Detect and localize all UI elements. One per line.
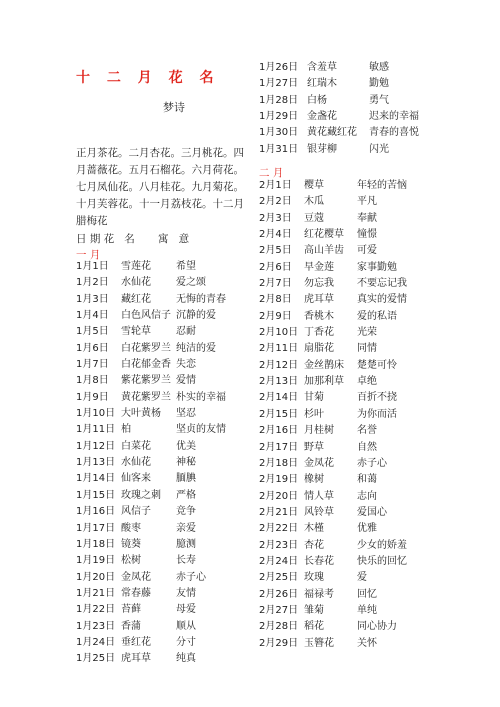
meaning-text: 和蔼 bbox=[357, 474, 377, 486]
list-item bbox=[76, 406, 248, 422]
flower-name: 勿忘我 bbox=[304, 278, 334, 290]
flower-name: 白花紫罗兰 bbox=[121, 342, 171, 354]
meaning-text: 爱 bbox=[357, 572, 367, 584]
meaning-text: 闪光 bbox=[369, 143, 389, 155]
list-item bbox=[259, 603, 454, 619]
flower-name: 玉簪花 bbox=[304, 637, 334, 649]
flower-name: 情人草 bbox=[304, 490, 334, 502]
list-item bbox=[259, 636, 454, 652]
flower-name: 香蒲 bbox=[121, 620, 141, 632]
list-item bbox=[259, 60, 454, 76]
flower-name: 橡树 bbox=[304, 474, 324, 486]
flower-name: 紫花紫罗兰 bbox=[121, 375, 171, 387]
flower-name: 酸枣 bbox=[121, 522, 141, 534]
meaning-text: 亲爱 bbox=[176, 522, 196, 534]
flower-name: 黄花紫罗兰 bbox=[121, 391, 171, 403]
date-text: 2月23日 bbox=[259, 539, 299, 551]
flower-name: 月桂树 bbox=[304, 425, 334, 437]
date-text: 1月12日 bbox=[76, 440, 116, 452]
meaning-text: 友情 bbox=[176, 587, 196, 599]
list-item bbox=[259, 243, 454, 259]
intro-line: 正月茶花。二月杏花。三月桃花。四 bbox=[76, 147, 244, 159]
meaning-text: 同情 bbox=[357, 343, 377, 355]
list-item bbox=[76, 553, 248, 569]
list-item bbox=[76, 504, 248, 520]
meaning-text: 名誉 bbox=[357, 425, 377, 437]
flower-name: 常春藤 bbox=[121, 587, 151, 599]
flower-name: 玫瑰之刺 bbox=[121, 489, 161, 501]
flower-name: 豆蔻 bbox=[304, 212, 324, 224]
date-text: 1月18日 bbox=[76, 538, 116, 550]
meaning-text: 沉静的爱 bbox=[176, 310, 216, 322]
date-text: 2月22日 bbox=[259, 523, 299, 535]
meaning-text: 为你而活 bbox=[357, 408, 397, 420]
list-item bbox=[259, 142, 454, 158]
meaning-text: 勇气 bbox=[369, 94, 389, 106]
list-item bbox=[76, 635, 248, 651]
list-item bbox=[259, 472, 454, 488]
flower-name: 樱草 bbox=[304, 180, 324, 191]
date-text: 1月19日 bbox=[76, 555, 116, 567]
meaning-text: 奉献 bbox=[357, 212, 377, 224]
meaning-text: 坚忍 bbox=[176, 408, 196, 420]
date-text: 1月11日 bbox=[76, 424, 116, 436]
meaning-text: 分寸 bbox=[176, 636, 196, 648]
date-text: 2月27日 bbox=[259, 604, 299, 616]
list-item bbox=[76, 537, 248, 553]
date-text: 2月18日 bbox=[259, 457, 299, 469]
flower-name: 金凤花 bbox=[121, 571, 151, 583]
flower-name: 风信子 bbox=[121, 506, 151, 518]
date-text: 1月15日 bbox=[76, 489, 116, 501]
list-item bbox=[76, 570, 248, 586]
meaning-text: 关怀 bbox=[357, 637, 377, 649]
meaning-text: 竞争 bbox=[176, 506, 196, 518]
meaning-text: 朴实的幸福 bbox=[176, 391, 226, 403]
list-item bbox=[259, 554, 454, 570]
february-list bbox=[259, 178, 454, 652]
date-text: 1月4日 bbox=[76, 310, 109, 322]
flower-name: 白菜花 bbox=[121, 440, 151, 452]
meaning-text: 神秘 bbox=[176, 457, 196, 469]
list-item bbox=[76, 373, 248, 389]
list-item bbox=[259, 93, 454, 109]
flower-name: 玫瑰 bbox=[304, 572, 324, 584]
meaning-text: 腼腆 bbox=[176, 473, 196, 485]
meaning-text: 百折不挠 bbox=[357, 392, 397, 404]
meaning-text: 卓绝 bbox=[357, 376, 377, 388]
date-text: 1月2日 bbox=[76, 277, 109, 289]
meaning-text: 失恋 bbox=[176, 359, 196, 371]
meaning-text: 志向 bbox=[357, 490, 377, 502]
list-item bbox=[76, 324, 248, 340]
column-header: 日 期 花 名 寓 意 bbox=[76, 233, 190, 245]
meaning-text: 严格 bbox=[176, 489, 196, 501]
date-text: 1月13日 bbox=[76, 457, 116, 469]
list-item bbox=[76, 275, 248, 291]
flower-name: 雪莲花 bbox=[121, 261, 151, 272]
meaning-text: 快乐的回忆 bbox=[357, 555, 407, 567]
list-item bbox=[76, 308, 248, 324]
date-text: 2月28日 bbox=[259, 621, 299, 633]
date-text: 1月23日 bbox=[76, 620, 116, 632]
date-text: 2月10日 bbox=[259, 327, 299, 339]
meaning-text: 光荣 bbox=[357, 327, 377, 339]
date-text: 2月9日 bbox=[259, 310, 292, 322]
date-text: 2月19日 bbox=[259, 474, 299, 486]
intro-line: 十月芙蓉花。十一月荔枝花。十二月 bbox=[76, 198, 244, 210]
flower-name: 白色风信子 bbox=[121, 310, 171, 322]
list-item bbox=[259, 538, 454, 554]
list-item bbox=[259, 456, 454, 472]
flower-name: 金盏花 bbox=[307, 111, 337, 123]
meaning-text: 单纯 bbox=[357, 604, 377, 616]
date-text: 1月29日 bbox=[259, 111, 299, 123]
flower-name: 扇脂花 bbox=[304, 343, 334, 355]
date-text: 2月5日 bbox=[259, 245, 292, 257]
date-text: 1月22日 bbox=[76, 604, 116, 616]
list-item bbox=[259, 292, 454, 308]
date-text: 2月11日 bbox=[259, 343, 299, 355]
list-item bbox=[259, 276, 454, 292]
flower-name: 雏菊 bbox=[304, 604, 324, 616]
flower-name: 虎耳草 bbox=[121, 653, 151, 665]
list-item bbox=[259, 211, 454, 227]
meaning-text: 长寿 bbox=[176, 555, 196, 567]
meaning-text: 母爱 bbox=[176, 604, 196, 616]
flower-name: 红花樱草 bbox=[304, 229, 344, 241]
flower-name: 杉叶 bbox=[304, 408, 324, 420]
meaning-text: 无悔的青春 bbox=[176, 293, 226, 305]
date-text: 1月31日 bbox=[259, 143, 299, 155]
meaning-text: 顺从 bbox=[176, 620, 196, 632]
date-text: 1月7日 bbox=[76, 359, 109, 371]
intro-line: 七月凤仙花。八月桂花。九月菊花。 bbox=[76, 181, 244, 193]
date-text: 2月14日 bbox=[259, 392, 299, 404]
meaning-text: 优雅 bbox=[357, 523, 377, 535]
meaning-text: 少女的娇羞 bbox=[357, 539, 407, 551]
flower-name: 柏 bbox=[121, 424, 131, 436]
flower-name: 白杨 bbox=[307, 94, 327, 106]
list-item bbox=[259, 505, 454, 521]
flower-name: 松树 bbox=[121, 555, 141, 567]
meaning-text: 敏感 bbox=[369, 62, 389, 73]
page-title: 十 二 月 花 名 bbox=[76, 70, 220, 86]
flower-name: 大叶黄杨 bbox=[121, 408, 161, 420]
list-item bbox=[76, 521, 248, 537]
flower-name: 黄花藏红花 bbox=[307, 127, 357, 139]
list-item bbox=[259, 489, 454, 505]
meaning-text: 年轻的苦恼 bbox=[357, 180, 407, 191]
list-item bbox=[259, 194, 454, 210]
flower-name: 苔藓 bbox=[121, 604, 141, 616]
date-text: 2月15日 bbox=[259, 408, 299, 420]
date-text: 1月16日 bbox=[76, 506, 116, 518]
meaning-text: 爱的私语 bbox=[357, 310, 397, 322]
flower-name: 高山羊齿 bbox=[304, 245, 344, 257]
author-name: 梦诗 bbox=[163, 101, 185, 114]
list-item bbox=[259, 423, 454, 439]
list-item bbox=[259, 390, 454, 406]
meaning-text: 爱之颂 bbox=[176, 277, 206, 289]
meaning-text: 臆测 bbox=[176, 538, 196, 550]
date-text: 1月17日 bbox=[76, 522, 116, 534]
list-item bbox=[259, 341, 454, 357]
flower-name: 仙客来 bbox=[121, 473, 151, 485]
flower-name: 长春花 bbox=[304, 555, 334, 567]
meaning-text: 优美 bbox=[176, 440, 196, 452]
list-item bbox=[259, 374, 454, 390]
flower-name: 藏红花 bbox=[121, 293, 151, 305]
list-item bbox=[259, 109, 454, 125]
meaning-text: 爱情 bbox=[176, 375, 196, 387]
list-item bbox=[76, 651, 248, 667]
date-text: 1月25日 bbox=[76, 653, 116, 665]
list-item bbox=[76, 341, 248, 357]
date-text: 2月17日 bbox=[259, 441, 299, 453]
month-heading-january: 一 月 bbox=[76, 249, 101, 261]
list-item bbox=[259, 125, 454, 141]
meaning-text: 青春的喜悦 bbox=[369, 127, 419, 139]
list-item bbox=[76, 602, 248, 618]
flower-name: 红瑞木 bbox=[307, 78, 337, 90]
date-text: 2月4日 bbox=[259, 229, 292, 241]
date-text: 1月5日 bbox=[76, 326, 109, 338]
january-list-part2 bbox=[259, 60, 454, 158]
list-item bbox=[76, 471, 248, 487]
date-text: 2月26日 bbox=[259, 588, 299, 600]
flower-name: 水仙花 bbox=[121, 457, 151, 469]
date-text: 1月3日 bbox=[76, 293, 109, 305]
flower-name: 木瓜 bbox=[304, 196, 324, 208]
meaning-text: 真实的爱情 bbox=[357, 294, 407, 306]
list-item bbox=[259, 325, 454, 341]
intro-line: 腊梅花 bbox=[76, 215, 108, 227]
flower-name: 虎耳草 bbox=[304, 294, 334, 306]
list-item bbox=[259, 619, 454, 635]
date-text: 2月24日 bbox=[259, 555, 299, 567]
list-item bbox=[76, 422, 248, 438]
january-list-part1 bbox=[76, 259, 248, 668]
flower-name: 早金莲 bbox=[304, 261, 334, 273]
meaning-text: 爱国心 bbox=[357, 506, 387, 518]
date-text: 2月20日 bbox=[259, 490, 299, 502]
flower-name: 香桃木 bbox=[304, 310, 334, 322]
date-text: 1月24日 bbox=[76, 636, 116, 648]
date-text: 1月28日 bbox=[259, 94, 299, 106]
list-item bbox=[76, 390, 248, 406]
flower-name: 白花郁金香 bbox=[121, 359, 171, 371]
date-text: 2月8日 bbox=[259, 294, 292, 306]
date-text: 2月12日 bbox=[259, 359, 299, 371]
meaning-text: 希望 bbox=[176, 261, 196, 272]
list-item bbox=[259, 440, 454, 456]
list-item bbox=[76, 439, 248, 455]
list-item bbox=[259, 407, 454, 423]
date-text: 1月10日 bbox=[76, 408, 116, 420]
date-text: 2月6日 bbox=[259, 261, 292, 273]
list-item bbox=[76, 586, 248, 602]
date-text: 2月1日 bbox=[259, 180, 292, 191]
list-item bbox=[259, 227, 454, 243]
meaning-text: 同心协力 bbox=[357, 621, 397, 633]
date-text: 1月9日 bbox=[76, 391, 109, 403]
list-item bbox=[76, 488, 248, 504]
list-item bbox=[259, 76, 454, 92]
flower-name: 银芽柳 bbox=[307, 143, 337, 155]
flower-name: 含羞草 bbox=[307, 62, 337, 73]
flower-name: 甘菊 bbox=[304, 392, 324, 404]
flower-name: 福禄考 bbox=[304, 588, 334, 600]
date-text: 1月14日 bbox=[76, 473, 116, 485]
flower-name: 垂红花 bbox=[121, 636, 151, 648]
date-text: 2月16日 bbox=[259, 425, 299, 437]
date-text: 2月13日 bbox=[259, 376, 299, 388]
meaning-text: 勤勉 bbox=[369, 78, 389, 90]
list-item bbox=[259, 570, 454, 586]
intro-line: 月蔷薇花。五月石榴花。六月荷花。 bbox=[76, 164, 244, 176]
list-item bbox=[76, 619, 248, 635]
list-item bbox=[259, 587, 454, 603]
meaning-text: 坚贞的友情 bbox=[176, 424, 226, 436]
meaning-text: 赤子心 bbox=[176, 571, 206, 583]
list-item bbox=[259, 521, 454, 537]
list-item bbox=[259, 309, 454, 325]
meaning-text: 不要忘记我 bbox=[357, 278, 407, 290]
meaning-text: 回忆 bbox=[357, 588, 377, 600]
month-heading-february: 二 月 bbox=[259, 167, 284, 179]
date-text: 2月7日 bbox=[259, 278, 292, 290]
date-text: 1月8日 bbox=[76, 375, 109, 387]
date-text: 1月30日 bbox=[259, 127, 299, 139]
date-text: 2月25日 bbox=[259, 572, 299, 584]
date-text: 1月20日 bbox=[76, 571, 116, 583]
meaning-text: 楚楚可怜 bbox=[357, 359, 397, 371]
meaning-text: 家事勤勉 bbox=[357, 261, 397, 273]
list-item bbox=[259, 178, 454, 194]
meaning-text: 可爱 bbox=[357, 245, 377, 257]
date-text: 2月2日 bbox=[259, 196, 292, 208]
list-item bbox=[259, 358, 454, 374]
meaning-text: 纯洁的爱 bbox=[176, 342, 216, 354]
flower-name: 雪轮草 bbox=[121, 326, 151, 338]
flower-name: 杏花 bbox=[304, 539, 324, 551]
meaning-text: 平凡 bbox=[357, 196, 377, 208]
flower-name: 木槿 bbox=[304, 523, 324, 535]
flower-name: 镜葵 bbox=[121, 538, 141, 550]
date-text: 1月6日 bbox=[76, 342, 109, 354]
date-text: 2月29日 bbox=[259, 637, 299, 649]
list-item bbox=[76, 259, 248, 275]
date-text: 1月27日 bbox=[259, 78, 299, 90]
date-text: 2月3日 bbox=[259, 212, 292, 224]
flower-name: 金凤花 bbox=[304, 457, 334, 469]
flower-name: 金丝鹊床 bbox=[304, 359, 344, 371]
meaning-text: 迟来的幸福 bbox=[369, 111, 419, 123]
meaning-text: 纯真 bbox=[176, 653, 196, 665]
flower-name: 野草 bbox=[304, 441, 324, 453]
flower-name: 丁香花 bbox=[304, 327, 334, 339]
date-text: 1月21日 bbox=[76, 587, 116, 599]
flower-name: 稻花 bbox=[304, 621, 324, 633]
intro-paragraph bbox=[76, 145, 246, 230]
list-item bbox=[76, 292, 248, 308]
meaning-text: 忍耐 bbox=[176, 326, 196, 338]
date-text: 2月21日 bbox=[259, 506, 299, 518]
date-text: 1月26日 bbox=[259, 62, 299, 73]
meaning-text: 憧憬 bbox=[357, 229, 377, 241]
list-item bbox=[259, 260, 454, 276]
meaning-text: 赤子心 bbox=[357, 457, 387, 469]
list-item bbox=[76, 357, 248, 373]
meaning-text: 自然 bbox=[357, 441, 377, 453]
list-item bbox=[76, 455, 248, 471]
flower-name: 加那利草 bbox=[304, 376, 344, 388]
date-text: 1月1日 bbox=[76, 261, 109, 272]
flower-name: 水仙花 bbox=[121, 277, 151, 289]
flower-name: 风铃草 bbox=[304, 506, 334, 518]
